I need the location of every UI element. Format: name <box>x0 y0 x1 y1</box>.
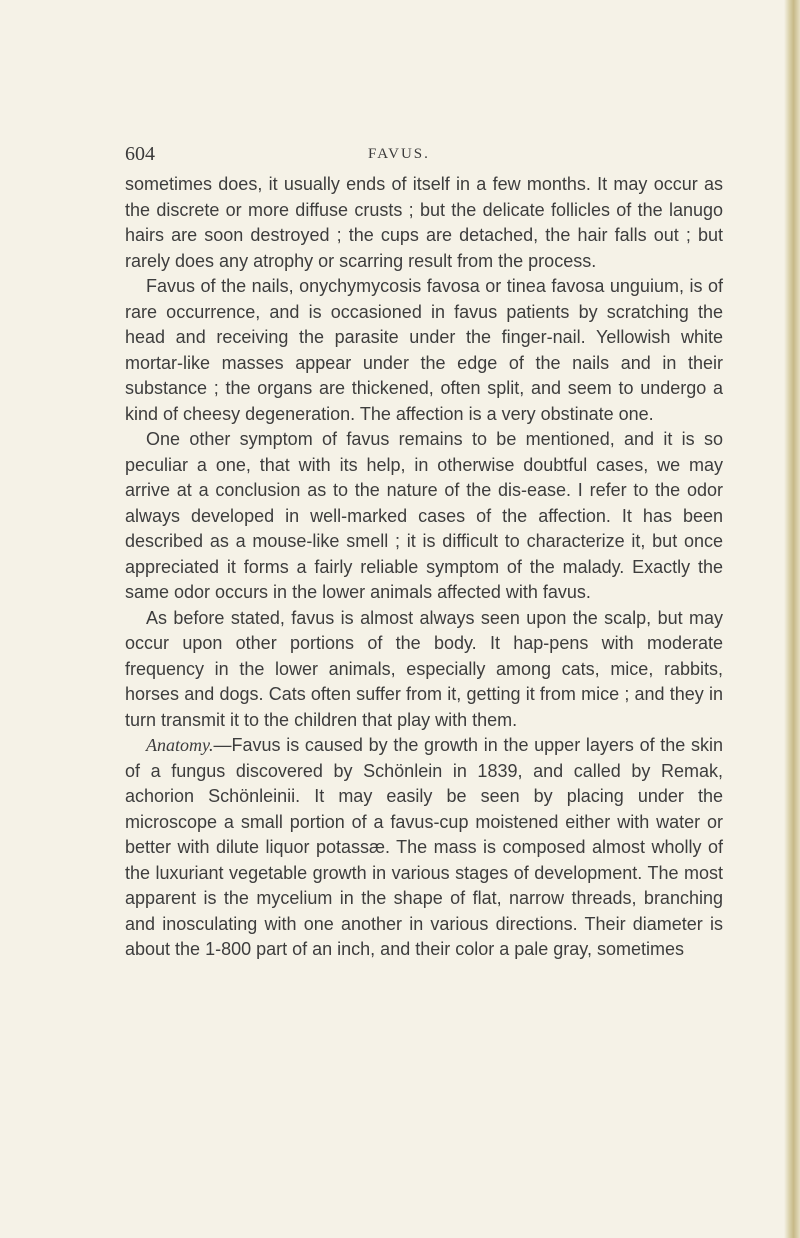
paragraph <box>125 733 723 963</box>
paragraph: As before stated, favus is almost always seen upon the scalp, but may occur upon other portions of the body. It hap-pens with moderate frequency in the lower animals, especially among cats, mice, rabbits, horses and dogs. Cats often suffer from it, getting it from mice ; and they in turn transmit it to the children that play with them. <box>125 607 723 730</box>
section-lead: Anatomy. <box>146 735 214 755</box>
page-edge-shadow <box>784 0 800 1238</box>
paragraph: sometimes does, it usually ends of itself in a few months. It may occur as the discrete or more diffuse crusts ; but the delicate follicles of the lanugo hairs are soon destroyed ; the cups are detached, the hair falls out ; but rarely does any atrophy or scarring result from the process. <box>125 174 723 271</box>
page-number: 604 <box>125 143 155 165</box>
page-header <box>125 143 725 169</box>
paragraph-text: —Favus is caused by the growth in the upper layers of the skin of a fungus discovered by Schönlein in 1839, and called by Remak, achorion Schönleinii. It may easily be seen by placing under the microscope a small portion of a favus-cup moistened either with water or better with dilute liquor potassæ. The mass is composed almost wholly of the luxuriant vegetable growth in various stages of development. The most apparent is the mycelium in the shape of flat, narrow threads, branching and inosculating with one another in various directions. Their diameter is about the 1-800 part of an inch, and their color a pale gray, sometimes <box>125 735 723 959</box>
running-title: FAVUS. <box>368 146 430 162</box>
paragraph: One other symptom of favus remains to be mentioned, and it is so peculiar a one, that with its help, in otherwise doubtful cases, we may arrive at a conclusion as to the nature of the dis-ease. I refer to the odor always developed in well-marked cases of the affection. It has been described as a mouse-like smell ; it is difficult to characterize it, but once appreciated it forms a fairly reliable symptom of the malady. Exactly the same odor occurs in the lower animals affected with favus. <box>125 429 723 602</box>
body-text <box>125 172 723 963</box>
paragraph: Favus of the nails, onychymycosis favosa or tinea favosa unguium, is of rare occurrence, and is occasioned in favus patients by scratching the head and receiving the parasite under the finger-nail. Yellowish white mortar-like masses appear under the edge of the nails and in their substance ; the organs are thickened, often split, and seem to undergo a kind of cheesy degeneration. The affection is a very obstinate one. <box>125 276 723 424</box>
